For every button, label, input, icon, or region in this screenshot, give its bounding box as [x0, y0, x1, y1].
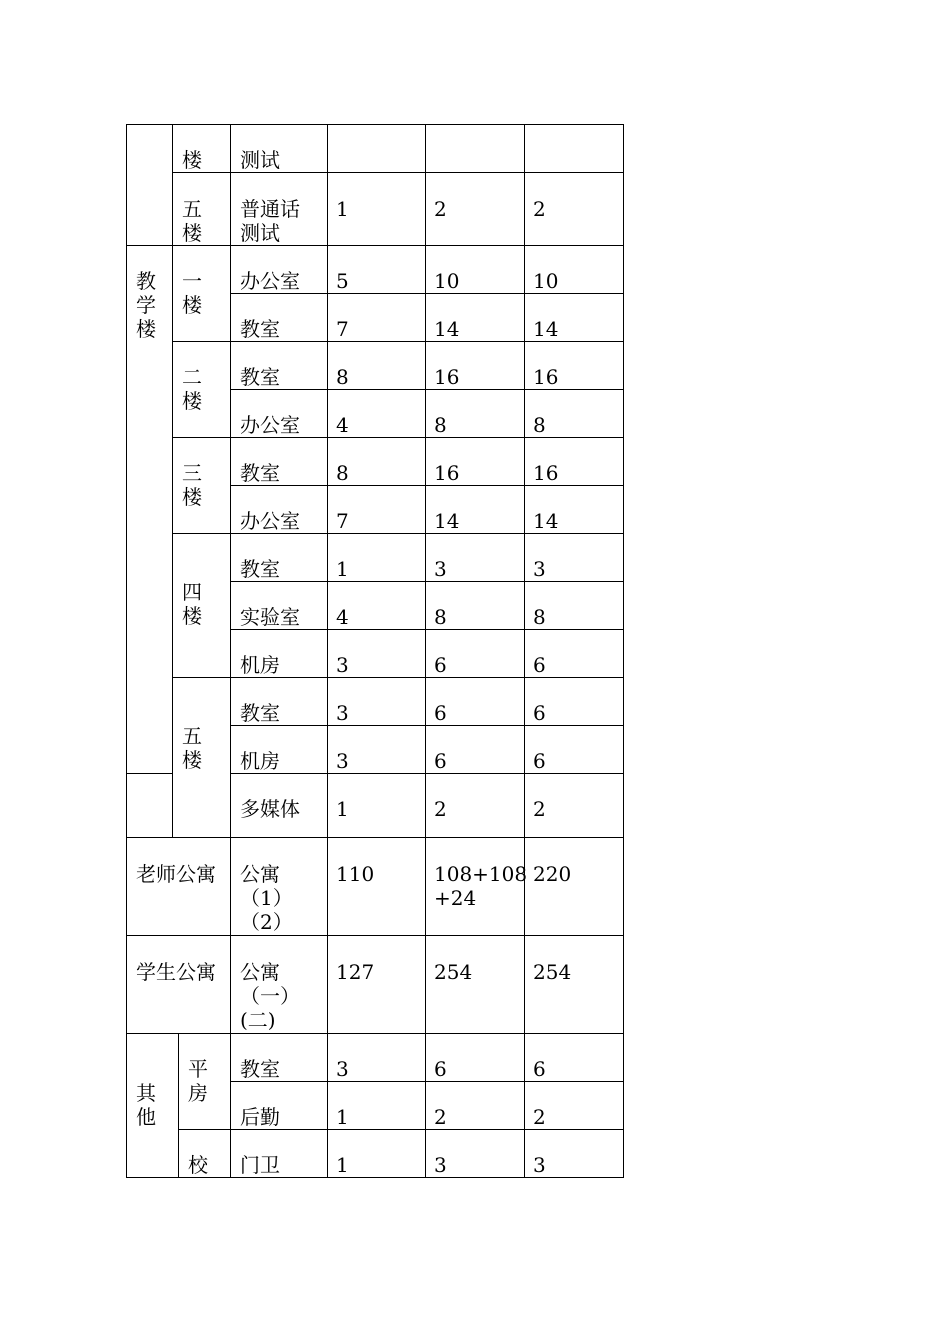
count-b-cell: 8: [434, 413, 447, 437]
count-a-cell: 4: [336, 413, 349, 437]
count-c-cell: 10: [533, 269, 559, 293]
room-label: 教室: [240, 317, 280, 341]
table-border: [126, 935, 624, 936]
room-label: 后勤: [240, 1105, 280, 1129]
count-b-cell: 14: [434, 317, 460, 341]
count-c-cell: 6: [533, 653, 546, 677]
table-border: [172, 341, 624, 342]
count-c-cell: 14: [533, 317, 559, 341]
room-label: 教室: [240, 1057, 280, 1081]
count-a-cell: 1: [336, 797, 349, 821]
table-border: [230, 629, 624, 630]
table-border: [230, 485, 624, 486]
count-c-cell: 8: [533, 605, 546, 629]
room-label: 普通话 测试: [240, 197, 300, 245]
count-c-cell: 2: [533, 797, 546, 821]
zone-label: 老师公寓: [136, 862, 216, 886]
count-b-cell: 8: [434, 605, 447, 629]
floor-label: 一 楼: [182, 269, 202, 317]
table-border: [425, 124, 426, 1178]
count-a-cell: 8: [336, 461, 349, 485]
count-b-cell: 108+108 +24: [434, 862, 528, 910]
floor-label: 五 楼: [182, 197, 202, 245]
count-a-cell: 1: [336, 1105, 349, 1129]
table-border: [524, 124, 525, 1178]
room-label: 多媒体: [240, 797, 300, 821]
count-a-cell: 1: [336, 197, 349, 221]
table-border: [230, 293, 624, 294]
count-c-cell: 14: [533, 509, 559, 533]
count-c-cell: 3: [533, 1153, 546, 1177]
floor-label: 二 楼: [182, 365, 202, 413]
zone-label: 其 他: [136, 1081, 156, 1129]
table-border: [126, 245, 624, 246]
count-a-cell: 7: [336, 509, 349, 533]
table-border: [230, 773, 624, 774]
count-a-cell: 3: [336, 701, 349, 725]
count-b-cell: 254: [434, 960, 473, 984]
table-border: [623, 124, 624, 1178]
room-label: 办公室: [240, 509, 300, 533]
count-b-cell: 16: [434, 461, 460, 485]
zone-label: 教 学 楼: [136, 269, 156, 341]
count-a-cell: 1: [336, 1153, 349, 1177]
count-a-cell: 3: [336, 749, 349, 773]
count-a-cell: 1: [336, 557, 349, 581]
table-border: [178, 1129, 624, 1130]
count-b-cell: 2: [434, 797, 447, 821]
floor-label: 四 楼: [182, 580, 202, 628]
count-b-cell: 2: [434, 197, 447, 221]
table-border: [230, 581, 624, 582]
table-border: [172, 437, 624, 438]
count-a-cell: 4: [336, 605, 349, 629]
count-c-cell: 2: [533, 1105, 546, 1129]
count-b-cell: 14: [434, 509, 460, 533]
zone-label: 学生公寓: [136, 960, 216, 984]
table-border: [230, 725, 624, 726]
room-label: 办公室: [240, 413, 300, 437]
table-border: [172, 172, 624, 173]
count-a-cell: 3: [336, 653, 349, 677]
room-label: 教室: [240, 461, 280, 485]
room-label: 公寓 （1） （2）: [240, 862, 293, 934]
count-c-cell: 220: [533, 862, 572, 886]
room-label: 机房: [240, 653, 280, 677]
count-b-cell: 2: [434, 1105, 447, 1129]
count-a-cell: 5: [336, 269, 349, 293]
count-a-cell: 110: [336, 862, 375, 886]
floor-label: 平 房: [188, 1057, 208, 1105]
count-c-cell: 3: [533, 557, 546, 581]
table-border: [126, 124, 624, 125]
count-c-cell: 16: [533, 461, 559, 485]
count-b-cell: 16: [434, 365, 460, 389]
table-border: [230, 1081, 624, 1082]
count-b-cell: 6: [434, 653, 447, 677]
table-border: [230, 124, 231, 1178]
count-a-cell: 127: [336, 960, 375, 984]
count-b-cell: 6: [434, 701, 447, 725]
count-a-cell: 7: [336, 317, 349, 341]
count-b-cell: 10: [434, 269, 460, 293]
count-b-cell: 6: [434, 1057, 447, 1081]
count-b-cell: 3: [434, 557, 447, 581]
room-label: 测试: [240, 148, 280, 172]
count-a-cell: 8: [336, 365, 349, 389]
room-label: 实验室: [240, 605, 300, 629]
table-border: [126, 1177, 624, 1178]
count-b-cell: 3: [434, 1153, 447, 1177]
table-border: [178, 1034, 179, 1178]
room-label: 公寓 （一） (二): [240, 960, 300, 1032]
count-c-cell: 16: [533, 365, 559, 389]
room-label: 办公室: [240, 269, 300, 293]
room-label: 教室: [240, 557, 280, 581]
count-c-cell: 6: [533, 749, 546, 773]
room-label: 机房: [240, 749, 280, 773]
table-border: [126, 124, 127, 1178]
room-label: 教室: [240, 701, 280, 725]
count-b-cell: 6: [434, 749, 447, 773]
table-border: [172, 533, 624, 534]
table-border: [230, 389, 624, 390]
floor-label: 五 楼: [182, 724, 202, 772]
count-c-cell: 2: [533, 197, 546, 221]
floor-label: 楼: [182, 148, 202, 172]
count-c-cell: 6: [533, 701, 546, 725]
table-border: [172, 124, 173, 838]
count-c-cell: 6: [533, 1057, 546, 1081]
table-border: [327, 124, 328, 1178]
count-c-cell: 8: [533, 413, 546, 437]
table-border: [126, 837, 624, 838]
table-border: [126, 773, 173, 774]
table-border: [126, 1033, 624, 1034]
count-a-cell: 3: [336, 1057, 349, 1081]
floor-label: 三 楼: [182, 461, 202, 509]
room-label: 门卫: [240, 1153, 280, 1177]
floor-label: 校: [188, 1153, 208, 1177]
room-label: 教室: [240, 365, 280, 389]
table-border: [172, 677, 624, 678]
count-c-cell: 254: [533, 960, 572, 984]
